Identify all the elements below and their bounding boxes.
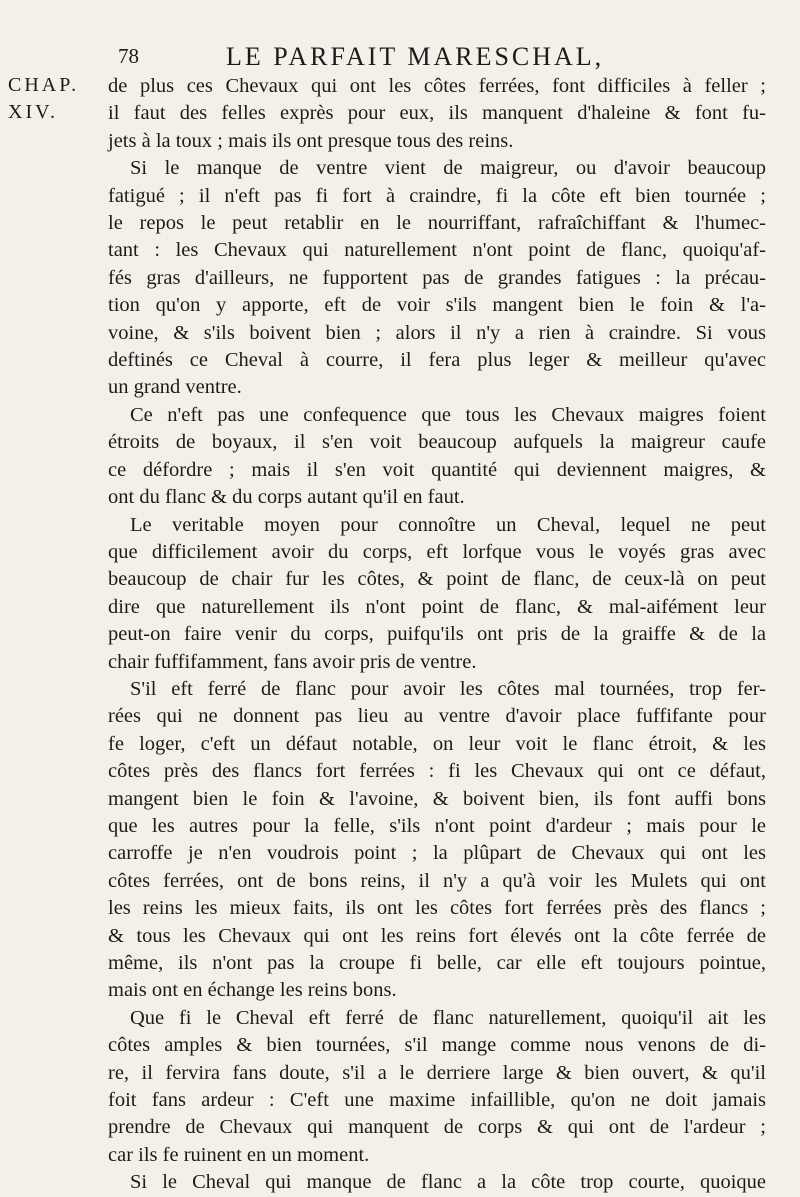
text-line: que les autres pour la felle, s'ils n'ont point d'ardeur ; mais pour le: [108, 814, 766, 837]
text-line: Que fi le Cheval eft ferré de flanc naturellement, quoiqu'il ait les: [130, 1006, 766, 1029]
chapter-margin-note: [8, 72, 88, 126]
text-line: rées qui ne donnent pas lieu au ventre d'avoir place fuffifante pour: [108, 705, 766, 728]
text-line: le repos le peut retablir en le nourriffant, rafraîchiffant & l'humec-: [108, 212, 766, 235]
text-line: tant : les Chevaux qui naturellement n'ont point de flanc, quoiqu'af-: [108, 239, 766, 262]
text-line: jets à la toux ; mais ils ont presque tous des reins.: [108, 129, 514, 152]
text-line: tion qu'on y apporte, eft de voir s'ils mangent bien le foin & l'a-: [108, 294, 766, 317]
text-line: mangent bien le foin & l'avoine, & boivent bien, ils font auffi bons: [108, 787, 766, 810]
text-line: côtes près des flancs fort ferrées : fi les Chevaux qui ont ce défaut,: [108, 760, 766, 783]
running-title: LE PARFAIT MARESCHAL,: [226, 42, 605, 71]
text-line: dire que naturellement ils n'ont point de flanc, & mal-aifément leur: [108, 595, 766, 618]
text-line: carroffe je n'en voudrois point ; la plûpart de Chevaux qui ont les: [108, 842, 766, 865]
body-text: [108, 73, 766, 1197]
text-line: beaucoup de chair fur les côtes, & point de flanc, de ceux-là on peut: [108, 568, 766, 591]
text-line: foit fans ardeur : C'eft une maxime infaillible, qu'on ne doit jamais: [108, 1089, 766, 1112]
text-line: fatigué ; il n'eft pas fi fort à craindre, fi la côte eft bien tournée ;: [108, 184, 766, 207]
text-line: il faut des felles exprès pour eux, ils manquent d'haleine & font fu-: [108, 102, 766, 125]
chapter-label: CHAP.: [8, 74, 80, 96]
text-line: Si le Cheval qui manque de flanc a la côte trop courte, quoique: [130, 1171, 766, 1194]
text-line: côtes amples & bien tournées, s'il mange comme nous venons de di-: [108, 1034, 766, 1057]
text-line: mais ont en échange les reins bons.: [108, 979, 397, 1002]
text-line: étroits de boyaux, il s'en voit beaucoup aufquels la maigreur caufe: [108, 431, 766, 454]
text-line: ce défordre ; mais il s'en voit quantité qui deviennent maigres, &: [108, 458, 766, 481]
text-line: peut-on faire venir du corps, puifqu'ils ont pris de la graiffe & de la: [108, 623, 766, 646]
text-line: prendre de Chevaux qui manquent de corps & qui ont de l'ardeur ;: [108, 1116, 766, 1139]
text-line: voine, & s'ils boivent bien ; alors il n'y a rien à craindre. Si vous: [108, 321, 766, 344]
text-line: ont du flanc & du corps autant qu'il en faut.: [108, 486, 465, 509]
page-number: 78: [118, 44, 139, 68]
chapter-number: XIV.: [8, 101, 58, 123]
text-line: Ce n'eft pas une confequence que tous les Chevaux maigres foient: [130, 403, 766, 426]
text-line: & tous les Chevaux qui ont les reins fort élevés ont la côte ferrée de: [108, 924, 766, 947]
text-line: deftinés ce Cheval à courre, il fera plus leger & meilleur qu'avec: [108, 349, 766, 372]
text-line: Si le manque de ventre vient de maigreur, ou d'avoir beaucoup: [130, 157, 766, 180]
text-line: Le veritable moyen pour connoître un Cheval, lequel ne peut: [130, 513, 766, 536]
text-line: que difficilement avoir du corps, eft lorfque vous le voyés gras avec: [108, 540, 766, 563]
text-line: même, ils n'ont pas la croupe fi belle, car elle eft toujours pointue,: [108, 952, 766, 974]
text-line: S'il eft ferré de flanc pour avoir les côtes mal tournées, trop fer-: [130, 677, 766, 700]
text-line: fe loger, c'eft un défaut notable, on leur voit le flanc étroit, & les: [108, 732, 766, 755]
text-line: fés gras d'ailleurs, ne fupportent pas de grandes fatigues : la précau-: [108, 266, 766, 289]
text-line: les reins les mieux faits, ils ont les côtes fort ferrées près des flancs ;: [108, 897, 766, 920]
running-head: [118, 42, 758, 72]
text-line: côtes ferrées, ont de bons reins, il n'y a qu'à voir les Mulets qui ont: [108, 869, 766, 892]
text-line: un grand ventre.: [108, 376, 242, 399]
text-line: re, il fervira fans doute, s'il a le derriere large & bien ouvert, & qu'il: [108, 1061, 766, 1084]
text-line: de plus ces Chevaux qui ont les côtes ferrées, font difficiles à feller ;: [108, 75, 766, 97]
text-line: chair fuffifamment, fans avoir pris de ventre.: [108, 650, 477, 673]
text-line: car ils fe ruinent en un moment.: [108, 1143, 370, 1166]
